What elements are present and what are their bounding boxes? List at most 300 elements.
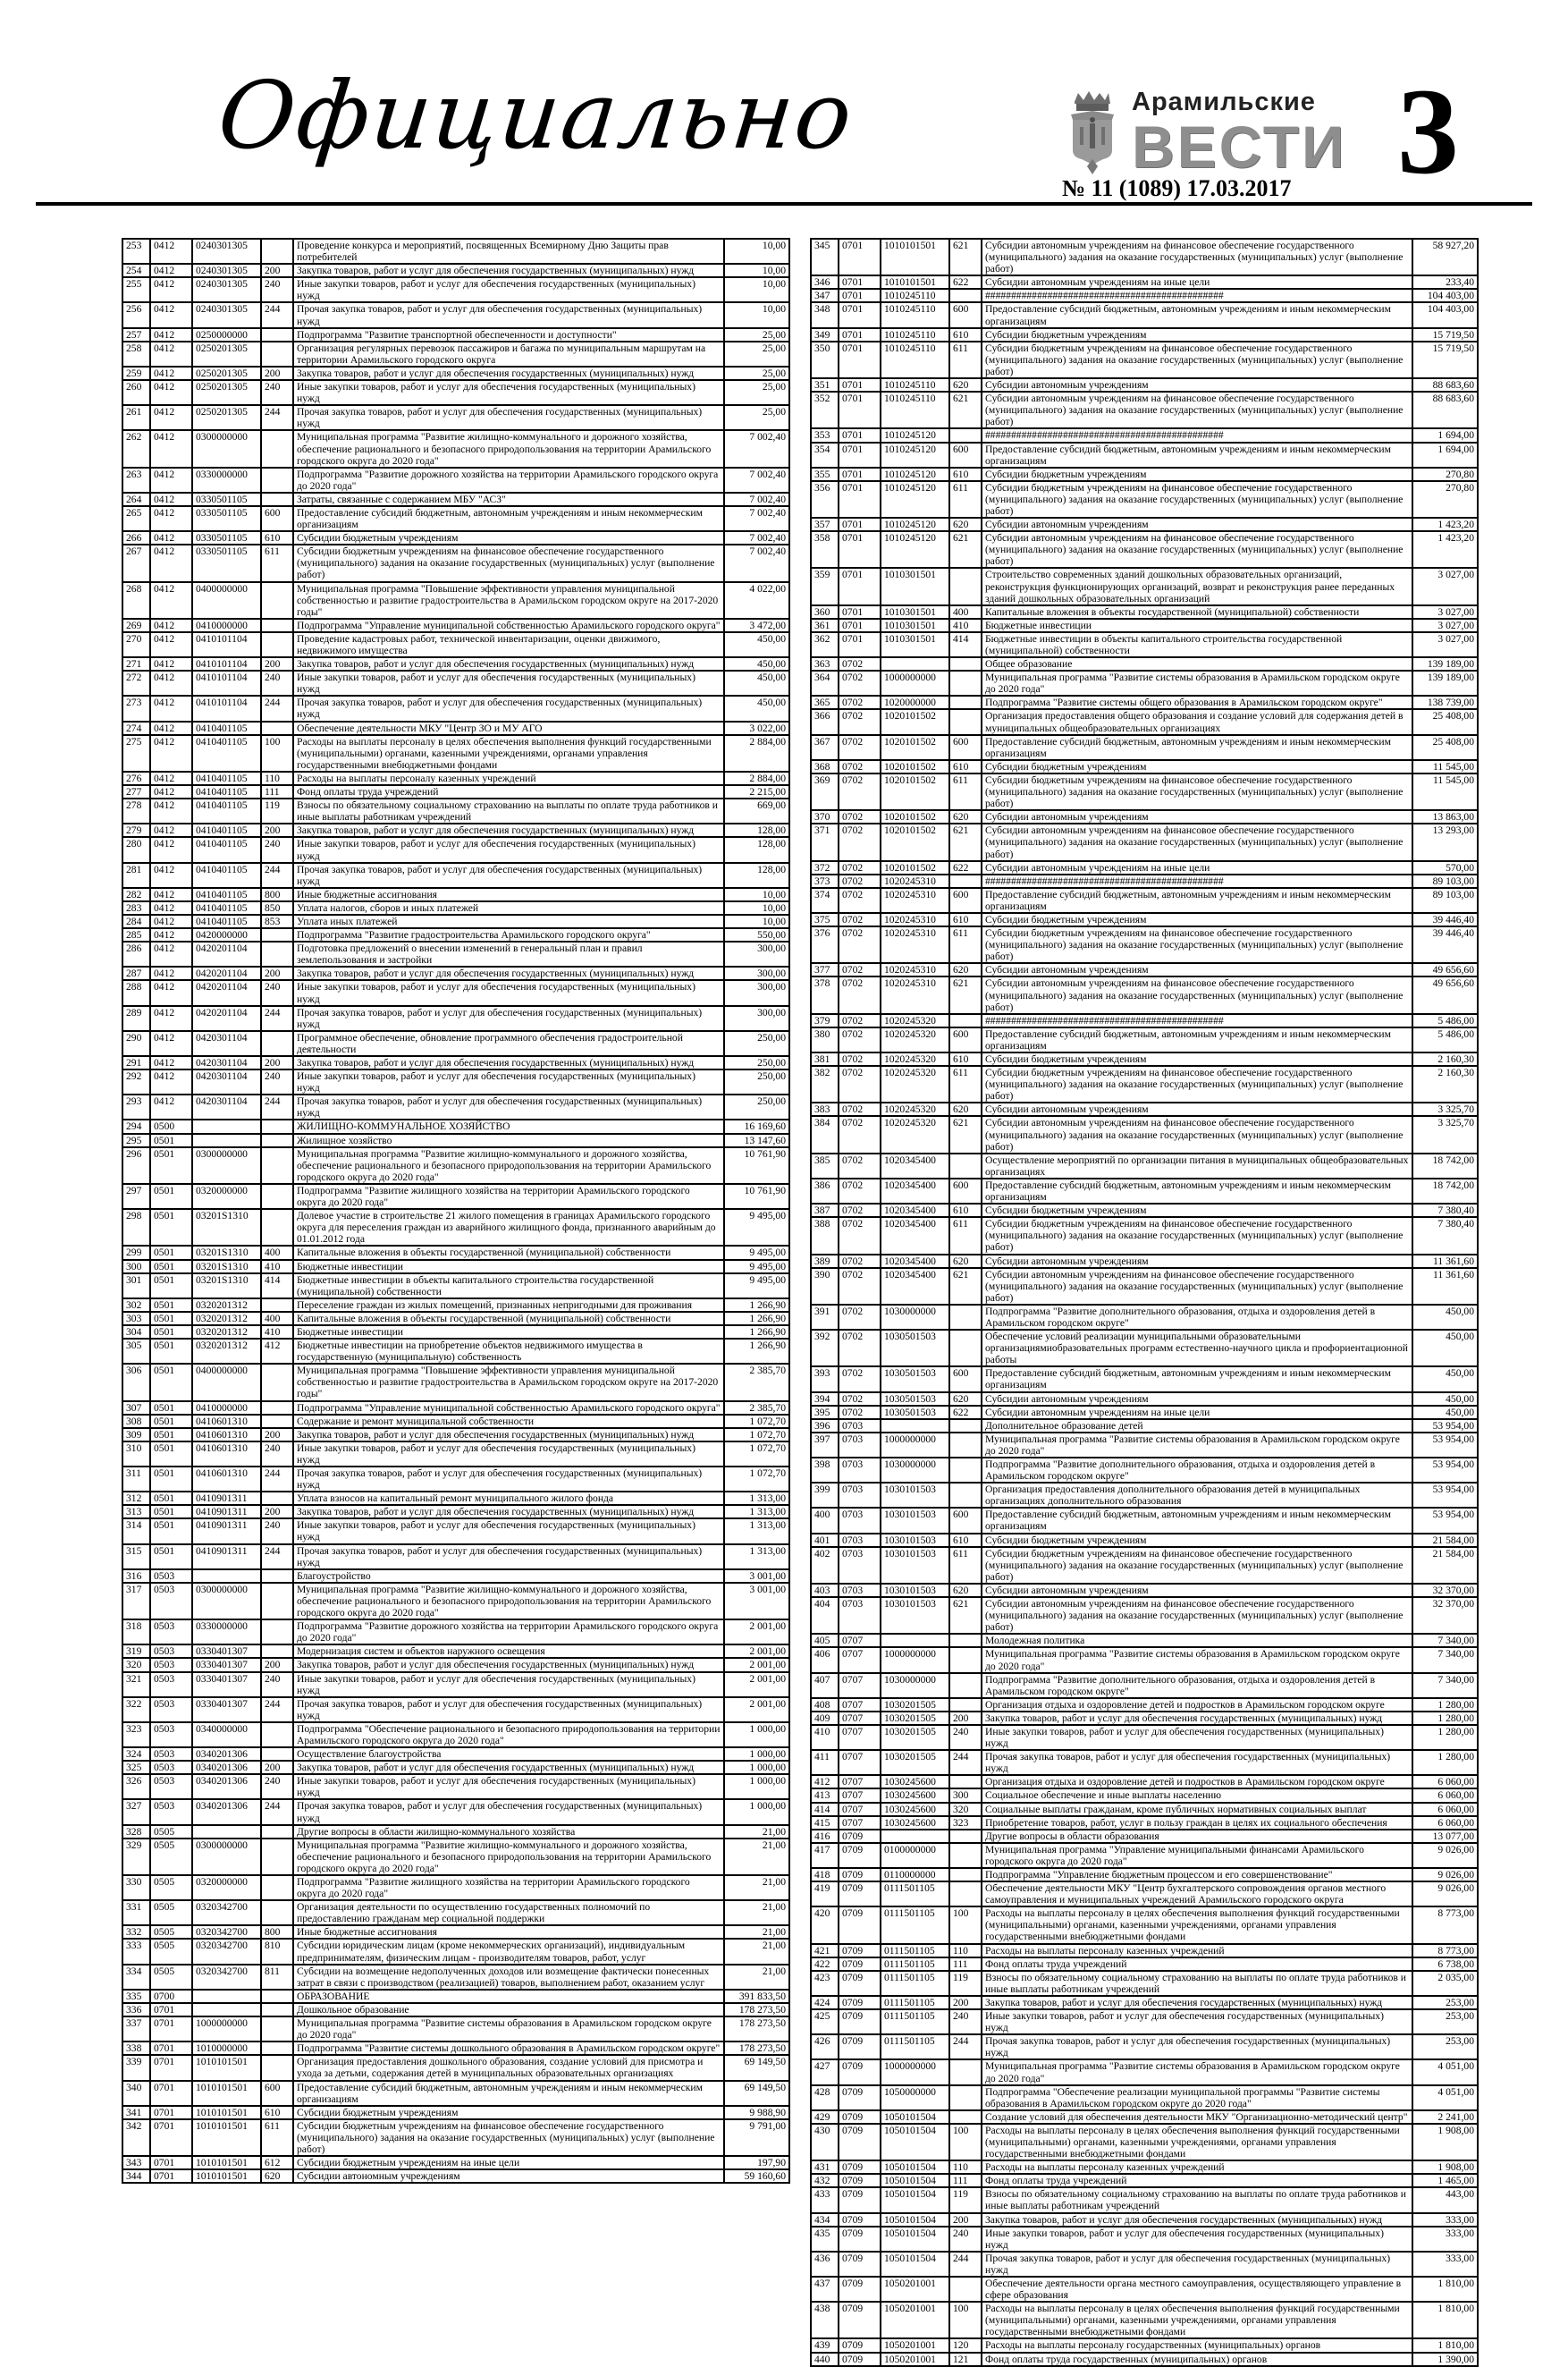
row-number-cell: 307 [122,1401,150,1415]
table-row [811,2034,1478,2059]
amount-cell: 253,00 [1412,2009,1478,2034]
description-cell: Прочая закупка товаров, работ и услуг для обеспечения государственных (муниципальных) нужд [982,1750,1412,1775]
table-row [122,1273,789,1298]
row-number-cell: 393 [811,1366,839,1391]
amount-cell: 16 169,60 [724,1120,789,1133]
amount-cell: 300,00 [724,942,789,967]
amount-cell: 32 370,00 [1412,1597,1478,1634]
amount-cell: 2 001,00 [724,1658,789,1671]
description-cell: Закупка товаров, работ и услуг для обеспечения государственных (муниципальных) нужд [982,2213,1412,2227]
target-code-cell: 0300000000 [192,430,261,467]
section-code-cell: 0412 [150,901,192,915]
section-code-cell: 0703 [839,1547,881,1584]
amount-cell: 138 739,00 [1412,696,1478,709]
description-cell: Субсидии автономным учреждениям на финансовое обеспечение государственного (муниципального) задания на оказание государственных (муниципальных) услуг (выполнение работ) [982,239,1412,275]
table-row [122,967,789,980]
table-row [122,380,789,405]
amount-cell: 21,00 [724,1825,789,1839]
table-row [811,302,1478,327]
section-code-cell: 0412 [150,671,192,696]
amount-cell: 9 495,00 [724,1260,789,1273]
section-code-cell: 0412 [150,942,192,967]
type-code-cell [261,2055,293,2080]
description-cell: Подпрограмма "Управление муниципальной собственностью Арамильского городского округа" [293,1401,724,1415]
section-code-cell: 0709 [839,2009,881,2034]
description-cell: Организация предоставления дошкольного образования, создание условий для присмотра и ухода за детьми, содержания детей в муниципальных образовательных организациях [293,2055,724,2080]
target-code-cell: 0410601310 [192,1467,261,1492]
section-code-cell: 0707 [839,1775,881,1788]
section-code-cell: 0709 [839,2302,881,2338]
table-row [811,1712,1478,1725]
row-number-cell: 292 [122,1069,150,1095]
type-code-cell: 119 [261,799,293,824]
row-number-cell: 357 [811,518,839,531]
type-code-cell [949,1843,982,1868]
table-row [122,1722,789,1747]
type-code-cell: 200 [261,657,293,671]
type-code-cell: 620 [949,1392,982,1406]
target-code-cell: 0410401105 [192,722,261,735]
description-cell: Общее образование [982,657,1412,671]
amount-cell: 21,00 [724,1900,789,1925]
table-row [122,430,789,467]
section-code-cell: 0412 [150,277,192,302]
type-code-cell [949,1647,982,1672]
row-number-cell: 287 [122,967,150,980]
row-number-cell: 374 [811,888,839,913]
type-code-cell: 621 [949,239,982,275]
row-number-cell: 417 [811,1843,839,1868]
target-code-cell: 0320342700 [192,1925,261,1939]
table-row [122,1747,789,1761]
section-code-cell: 0701 [150,2016,192,2042]
type-code-cell: 100 [949,2302,982,2338]
description-cell: Субсидии бюджетным учреждениям на финансовое обеспечение государственного (муниципального) задания на оказание государственных (муниципальных) услуг (выполнение работ) [982,774,1412,810]
amount-cell: 4 051,00 [1412,2085,1478,2110]
description-cell: Субсидии бюджетным учреждениям на финансовое обеспечение государственного (муниципального) задания на оказание государственных (муниципальных) услуг (выполнение работ) [982,342,1412,378]
section-code-cell: 0412 [150,468,192,493]
type-code-cell: 200 [949,2213,982,2227]
amount-cell: 3 001,00 [724,1569,789,1583]
type-code-cell: 244 [261,1006,293,1031]
amount-cell: 1 072,70 [724,1441,789,1467]
description-cell: Субсидии автономным учреждениям на финансовое обеспечение государственного (муниципального) задания на оказание государственных (муниципальных) услуг (выполнение работ) [982,392,1412,428]
description-cell: Закупка товаров, работ и услуг для обеспечения государственных (муниципальных) нужд [293,1658,724,1671]
target-code-cell: 0410101104 [192,671,261,696]
row-number-cell: 439 [811,2338,839,2352]
amount-cell: 128,00 [724,863,789,888]
section-code-cell: 0702 [839,1103,881,1116]
section-code-cell: 0412 [150,1095,192,1120]
description-cell: Уплата иных платежей [293,915,724,928]
description-cell: Предоставление субсидий бюджетным, автономным учреждениям и иным некоммерческим организациям [982,1027,1412,1052]
table-row [122,582,789,619]
amount-cell: 2 884,00 [724,735,789,772]
description-cell: Иные закупки товаров, работ и услуг для обеспечения государственных (муниципальных) нужд [293,980,724,1005]
table-row [122,799,789,824]
description-cell: Прочая закупка товаров, работ и услуг для обеспечения государственных (муниципальных) нужд [293,1697,724,1722]
section-code-cell: 0501 [150,1184,192,1209]
amount-cell: 7 002,40 [724,468,789,493]
row-number-cell: 344 [122,2169,150,2183]
row-number-cell: 397 [811,1433,839,1458]
amount-cell: 11 361,60 [1412,1268,1478,1305]
row-number-cell: 274 [122,722,150,735]
target-code-cell: 1010101501 [192,2106,261,2119]
type-code-cell: 200 [261,367,293,380]
description-cell: Организация отдыха и оздоровление детей и подростков в Арамильском городском округе [982,1775,1412,1788]
row-number-cell: 322 [122,1697,150,1722]
amount-cell: 7 002,40 [724,531,789,545]
row-number-cell: 325 [122,1761,150,1774]
section-code-cell: 0701 [839,481,881,518]
amount-cell: 178 273,50 [724,2042,789,2055]
amount-cell: 3 325,70 [1412,1103,1478,1116]
type-code-cell [949,709,982,734]
section-code-cell: 0703 [839,1597,881,1634]
section-code-cell: 0412 [150,545,192,581]
table-row [122,1697,789,1722]
type-code-cell: 244 [261,1467,293,1492]
table-row [811,605,1478,619]
amount-cell: 1 000,00 [724,1761,789,1774]
amount-cell: 3 027,00 [1412,619,1478,632]
amount-cell: 39 446,40 [1412,926,1478,963]
table-row [811,2085,1478,2110]
row-number-cell: 353 [811,428,839,442]
amount-cell: 10,00 [724,302,789,327]
row-number-cell: 389 [811,1255,839,1268]
target-code-cell: 0111501105 [881,2009,949,2034]
row-number-cell: 317 [122,1583,150,1619]
description-cell: Субсидии автономным учреждениям на финансовое обеспечение государственного (муниципального) задания на оказание государственных (муниципальных) услуг (выполнение работ) [982,1116,1412,1153]
amount-cell: 21,00 [724,1925,789,1939]
description-cell: Иные закупки товаров, работ и услуг для обеспечения государственных (муниципальных) нужд [293,277,724,302]
row-number-cell: 358 [811,531,839,568]
target-code-cell: 1050101504 [881,2110,949,2124]
amount-cell: 253,00 [1412,1996,1478,2009]
description-cell: Организация предоставления общего образования и создание условий для содержания детей в муниципальных общеобразовательных организациях [982,709,1412,734]
row-number-cell: 381 [811,1052,839,1066]
row-number-cell: 378 [811,976,839,1013]
target-code-cell [881,1419,949,1433]
description-cell: Субсидии бюджетным учреждениям [982,1204,1412,1217]
target-code-cell: 1020245310 [881,875,949,888]
amount-cell: 8 773,00 [1412,1906,1478,1943]
description-cell: ############################################## [982,1014,1412,1027]
type-code-cell: 600 [949,443,982,468]
description-cell: Организация отдыха и оздоровление детей и подростков в Арамильском городском округе [982,1698,1412,1712]
table-row [811,1268,1478,1305]
amount-cell: 1 313,00 [724,1544,789,1569]
row-number-cell: 314 [122,1518,150,1543]
type-code-cell: 610 [949,1204,982,1217]
table-row [811,1584,1478,1597]
target-code-cell: 1030245600 [881,1775,949,1788]
row-number-cell: 391 [811,1305,839,1330]
row-number-cell: 296 [122,1147,150,1184]
section-code-cell: 0501 [150,1339,192,1364]
row-number-cell: 315 [122,1544,150,1569]
target-code-cell: 1000000000 [881,671,949,696]
type-code-cell [261,328,293,342]
description-cell: Взносы по обязательному социальному страхованию на выплаты по оплате труда работников и иные выплаты работникам учреждений [293,799,724,824]
amount-cell: 9 026,00 [1412,1881,1478,1906]
row-number-cell: 345 [811,239,839,275]
description-cell: Прочая закупка товаров, работ и услуг для обеспечения государственных (муниципальных) нужд [293,1006,724,1031]
amount-cell: 1 810,00 [1412,2277,1478,2302]
table-row [122,1505,789,1518]
section-code-cell: 0702 [839,1116,881,1153]
amount-cell: 9 495,00 [724,1246,789,1259]
type-code-cell [261,493,293,506]
description-cell: Обеспечение условий реализации муниципальными образовательными организациямиобразовательных программ естественно-научного цикла и профориентационной работы [982,1330,1412,1366]
target-code-cell: 1030201505 [881,1725,949,1750]
target-code-cell: 1010101501 [881,239,949,275]
description-cell: Предоставление субсидий бюджетным, автономным учреждениям и иным некоммерческим организациям [982,1366,1412,1391]
table-row [811,1066,1478,1103]
table-row [122,1644,789,1658]
type-code-cell: 200 [261,264,293,277]
amount-cell: 450,00 [1412,1392,1478,1406]
row-number-cell: 293 [122,1095,150,1120]
amount-cell: 450,00 [724,696,789,721]
description-cell: Субсидии автономным учреждениям на финансовое обеспечение государственного (муниципального) задания на оказание государственных (муниципальных) услуг (выполнение работ) [982,1597,1412,1634]
section-code-cell: 0503 [150,1619,192,1644]
table-row [811,1433,1478,1458]
description-cell: Молодежная политика [982,1634,1412,1647]
row-number-cell: 387 [811,1204,839,1217]
table-row [122,785,789,799]
table-row [811,531,1478,568]
type-code-cell: 600 [949,302,982,327]
type-code-cell: 612 [261,2156,293,2169]
row-number-cell: 363 [811,657,839,671]
target-code-cell: 1020345400 [881,1255,949,1268]
description-cell: Подпрограмма "Развитие жилищного хозяйства на территории Арамильского городского округа до 2020 года" [293,1875,724,1900]
row-number-cell: 305 [122,1339,150,1364]
amount-cell: 39 446,40 [1412,913,1478,926]
section-code-cell: 0702 [839,913,881,926]
amount-cell: 53 954,00 [1412,1458,1478,1483]
table-row [811,1944,1478,1957]
amount-cell: 18 742,00 [1412,1154,1478,1179]
target-code-cell: 0410401105 [192,824,261,837]
description-cell: Закупка товаров, работ и услуг для обеспечения государственных (муниципальных) нужд [293,967,724,980]
target-code-cell: 1010101501 [192,2081,261,2106]
description-cell: Иные закупки товаров, работ и услуг для обеспечения государственных (муниципальных) нужд [293,837,724,862]
type-code-cell: 121 [949,2353,982,2366]
description-cell: Капитальные вложения в объекты государственной (муниципальной) собственности [293,1246,724,1259]
description-cell: Предоставление субсидий бюджетным, автономным учреждениям и иным некоммерческим организациям [293,506,724,531]
target-code-cell: 1020345400 [881,1179,949,1204]
target-code-cell: 0400000000 [192,1364,261,1400]
row-number-cell: 264 [122,493,150,506]
section-code-cell: 0703 [839,1458,881,1483]
target-code-cell: 0111501105 [881,1996,949,2009]
table-row [811,468,1478,481]
row-number-cell: 388 [811,1217,839,1254]
description-cell: Подпрограмма "Развитие дорожного хозяйства на территории Арамильского городского округа до 2020 года" [293,1619,724,1644]
amount-cell: 9 791,00 [724,2119,789,2156]
section-code-cell: 0701 [839,531,881,568]
description-cell: Расходы на выплаты персоналу в целях обеспечения выполнения функций государственными (муниципальными) органами, казенными учреждениями, органами управления государственными внебюджетными фондами [982,2302,1412,2338]
section-code-cell: 0702 [839,861,881,875]
target-code-cell: 0410101104 [192,696,261,721]
amount-cell: 6 060,00 [1412,1788,1478,1802]
row-number-cell: 302 [122,1298,150,1312]
description-cell: Проведение кадастровых работ, технической инвентаризации, оценки движимого, недвижимого имущества [293,632,724,657]
table-row [811,1392,1478,1406]
amount-cell: 18 742,00 [1412,1179,1478,1204]
row-number-cell: 334 [122,1965,150,1990]
table-row [811,709,1478,734]
type-code-cell [261,619,293,632]
section-code-cell: 0412 [150,980,192,1005]
table-row [811,1597,1478,1634]
target-code-cell: 1050101504 [881,2124,949,2160]
target-code-cell: 0320000000 [192,1184,261,1209]
section-code-cell: 0709 [839,2353,881,2366]
amount-cell: 250,00 [724,1031,789,1056]
table-row [122,239,789,264]
table-row [122,2042,789,2055]
description-cell: Иные закупки товаров, работ и услуг для обеспечения государственных (муниципальных) нужд [982,2227,1412,2252]
target-code-cell: 0410401105 [192,863,261,888]
amount-cell: 21,00 [724,1965,789,1990]
table-row [811,1052,1478,1066]
section-code-cell: 0701 [839,568,881,604]
type-code-cell [261,1722,293,1747]
row-number-cell: 409 [811,1712,839,1725]
amount-cell: 300,00 [724,967,789,980]
section-code-cell: 0503 [150,1722,192,1747]
target-code-cell: 1010101501 [192,2055,261,2080]
description-cell: Прочая закупка товаров, работ и услуг для обеспечения государственных (муниципальных) нужд [982,2034,1412,2059]
table-row [811,1803,1478,1816]
row-number-cell: 318 [122,1619,150,1644]
section-code-cell: 0709 [839,2059,881,2084]
row-number-cell: 301 [122,1273,150,1298]
description-cell: Осуществление благоустройства [293,1747,724,1761]
target-code-cell [192,2003,261,2016]
row-number-cell: 386 [811,1179,839,1204]
type-code-cell [261,2003,293,2016]
table-row [122,1246,789,1259]
amount-cell: 32 370,00 [1412,1584,1478,1597]
section-code-cell: 0703 [839,1419,881,1433]
type-code-cell [949,1483,982,1508]
target-code-cell: 0340201306 [192,1774,261,1799]
table-row [122,1364,789,1400]
masthead-divider [36,202,1532,206]
type-code-cell: 240 [261,1672,293,1697]
description-cell: Подпрограмма "Развитие дорожного хозяйства на территории Арамильского городского округа до 2020 года" [293,468,724,493]
amount-cell: 450,00 [724,657,789,671]
amount-cell: 7 002,40 [724,545,789,581]
section-code-cell: 0501 [150,1147,192,1184]
type-code-cell [949,1433,982,1458]
section-code-cell: 0701 [839,443,881,468]
row-number-cell: 412 [811,1775,839,1788]
amount-cell: 21,00 [724,1839,789,1875]
amount-cell: 1 072,70 [724,1467,789,1492]
amount-cell: 1 072,70 [724,1415,789,1428]
amount-cell: 450,00 [1412,1305,1478,1330]
section-code-cell: 0702 [839,926,881,963]
section-code-cell: 0701 [839,632,881,657]
description-cell: Муниципальная программа "Развитие системы образования в Арамильском городском округе до 2020 года" [293,2016,724,2042]
section-code-cell: 0503 [150,1774,192,1799]
amount-cell: 1 390,00 [1412,2353,1478,2366]
amount-cell: 9 988,90 [724,2106,789,2119]
amount-cell: 2 385,70 [724,1364,789,1400]
section-code-cell: 0412 [150,619,192,632]
description-cell: Строительство современных зданий дошкольных образовательных организаций, реконструкция функционирующих организаций, возврат и реконструкция ранее переданных зданий дошкольных образовательных организаций [982,568,1412,604]
target-code-cell: 0320342700 [192,1939,261,1964]
type-code-cell [949,2110,982,2124]
type-code-cell [261,1825,293,1839]
amount-cell: 2 001,00 [724,1672,789,1697]
table-row [811,342,1478,378]
description-cell: Подпрограмма "Развитие дополнительного образования, отдыха и оздоровления детей в Арамильском городском округе" [982,1673,1412,1698]
description-cell: Субсидии бюджетным учреждениям [982,328,1412,342]
section-code-cell: 0412 [150,799,192,824]
target-code-cell: 1020101502 [881,810,949,824]
row-number-cell: 328 [122,1825,150,1839]
description-cell: Муниципальная программа "Развитие жилищно-коммунального и дорожного хозяйства, обеспечение рационального и безопасного природопользования на территории Арамильского городского округа до 2020 года" [293,430,724,467]
table-row [811,1673,1478,1698]
row-number-cell: 410 [811,1725,839,1750]
table-row [811,2059,1478,2084]
table-row [811,963,1478,976]
section-code-cell: 0505 [150,1925,192,1939]
row-number-cell: 284 [122,915,150,928]
target-code-cell: 1050101504 [881,2227,949,2252]
type-code-cell: 600 [261,2081,293,2106]
row-number-cell: 431 [811,2160,839,2174]
type-code-cell: 800 [261,1925,293,1939]
row-number-cell: 403 [811,1584,839,1597]
target-code-cell: 0410000000 [192,1401,261,1415]
target-code-cell: 0330000000 [192,468,261,493]
target-code-cell: 1020101502 [881,709,949,734]
table-row [122,1184,789,1209]
target-code-cell: 0330501105 [192,506,261,531]
table-row [811,1217,1478,1254]
description-cell: Предоставление субсидий бюджетным, автономным учреждениям и иным некоммерческим организациям [293,2081,724,2106]
type-code-cell [261,1031,293,1056]
amount-cell: 15 719,50 [1412,342,1478,378]
type-code-cell [261,1134,293,1147]
type-code-cell: 610 [261,531,293,545]
row-number-cell: 370 [811,810,839,824]
row-number-cell: 278 [122,799,150,824]
description-cell: Дошкольное образование [293,2003,724,2016]
table-row [811,1027,1478,1052]
type-code-cell [261,430,293,467]
type-code-cell [261,1747,293,1761]
row-number-cell: 268 [122,582,150,619]
section-code-cell: 0709 [839,1944,881,1957]
description-cell: Приобретение товаров, работ, услуг в пользу граждан в целях их социального обеспечения [982,1816,1412,1830]
type-code-cell: 100 [261,735,293,772]
amount-cell: 88 683,60 [1412,378,1478,392]
description-cell: Содержание и ремонт муниципальной собственности [293,1415,724,1428]
description-cell: ############################################## [982,428,1412,442]
amount-cell: 3 325,70 [1412,1116,1478,1153]
section-code-cell: 0702 [839,1268,881,1305]
